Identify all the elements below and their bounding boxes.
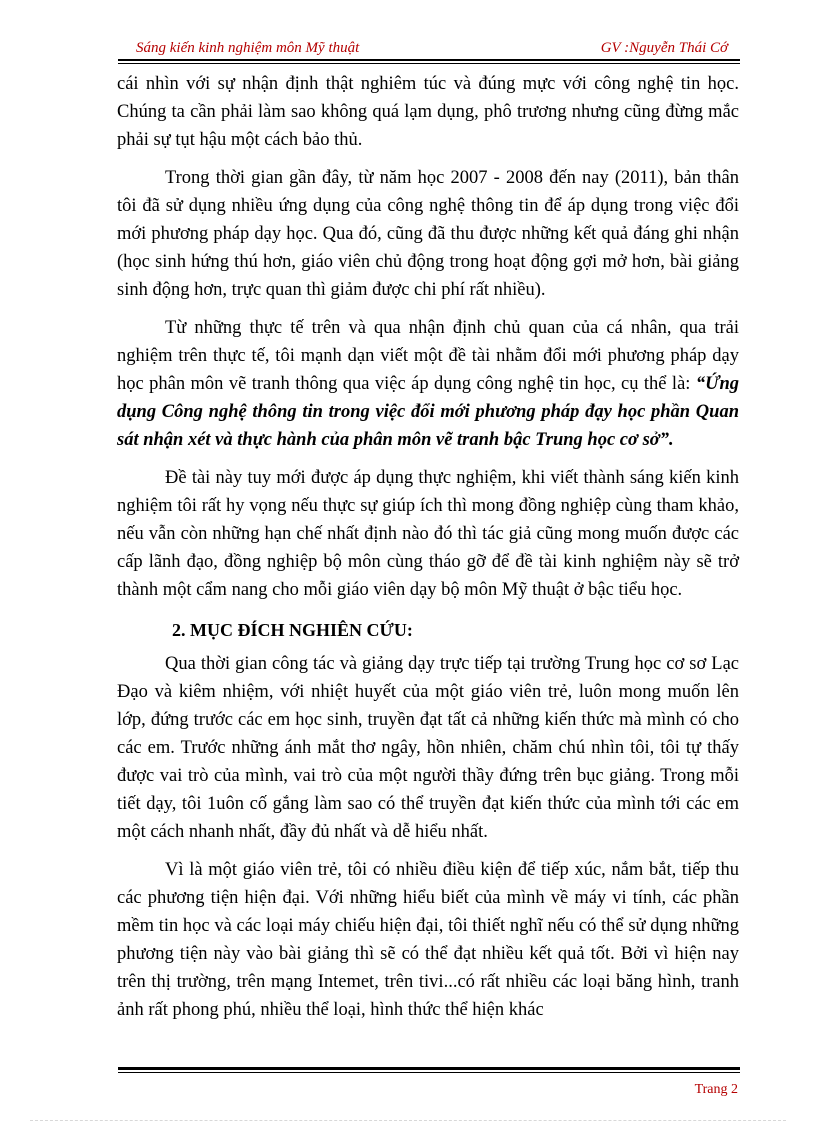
paragraph-topic bbox=[117, 314, 739, 454]
header-title: Sáng kiến kinh nghiệm môn Mỹ thuật bbox=[136, 40, 360, 56]
paragraph-background: Trong thời gian gần đây, từ năm học 2007 - 2008 đến nay (2011), bản thân tôi đã sử dụng nhiều ứng dụng của công nghệ thông tin để áp dụng trong việc đổi mới phương pháp dạy học. Qua đó, cũng đã thu được những kết quả đáng ghi nhận (học sinh hứng thú hơn, giáo viên chủ động trong hoạt động gợi mở hơn, bài giảng sinh động hơn, trực quan thì giảm được chi phí rất nhiều). bbox=[117, 168, 739, 300]
paragraph-young-teacher: Vì là một giáo viên trẻ, tôi có nhiều điều kiện để tiếp xúc, nắm bắt, tiếp thu các phương tiện hiện đại. Với những hiểu biết của mình về máy vi tính, các phần mềm tin học và các loại máy chiếu hiện đại, tôi thiết nghĩ nếu có thể sử dụng những phương tiện này vào bài giảng thì sẽ có thể đạt nhiều kết quả tốt. Bởi vì hiện nay trên thị trường, trên mạng Intemet, trên tivi...có rất nhiều các loại băng hình, tranh ảnh rất phong phú, nhiều thể loại, hình thức thể hiện khác bbox=[117, 860, 739, 1020]
page-bottom-edge bbox=[30, 1120, 786, 1121]
page-header bbox=[118, 36, 738, 58]
paragraph-purpose: Qua thời gian công tác và giảng dạy trực tiếp tại trường Trung học cơ sơ Lạc Đạo và kiêm nhiệm, với nhiệt huyết của một giáo viên trẻ, luôn mong muốn lên lớp, đứng trước các em học sinh, truyền đạt tất cả những kiến thức mà mình có cho các em. Trước những ánh mắt thơ ngây, hồn nhiên, chăm chú nhìn tôi, tôi tự thấy được vai trò của mình, vai trò của một người thầy đứng trên bục giảng. Trong mỗi tiết dạy, tôi 1uôn cố gắng làm sao có thể truyền đạt kiến thức của mình tới các em một cách nhanh nhất, đầy đủ nhất và dễ hiểu nhất. bbox=[117, 654, 739, 842]
topic-intro: Từ những thực tế trên và qua nhận định chủ quan của cá nhân, qua trải nghiệm trên thực tế, tôi mạnh dạn viết một đề tài nhằm đổi mới phương pháp dạy học phân môn vẽ tranh thông qua việc áp dụng công nghệ tin học, cụ thể là: bbox=[117, 318, 739, 394]
topic-title-quote: “Ứng dụng Công nghệ thông tin trong việc đổi mới phương pháp đạy học phần Quan sát nhận xét và thực hành của phân môn vẽ tranh bậc Trung học cơ sở”. bbox=[117, 374, 739, 450]
paragraph-continuation: cái nhìn với sự nhận định thật nghiêm túc và đúng mực với công nghệ tin học. Chúng ta cần phải làm sao không quá lạm dụng, phô trương nhưng cũng đừng mắc phải sự tụt hậu một cách bảo thủ. bbox=[117, 74, 739, 150]
header-divider bbox=[118, 59, 740, 64]
header-author: GV :Nguyễn Thái Cớ bbox=[600, 40, 728, 56]
section-heading: 2. MỤC ĐÍCH NGHIÊN CỨU: bbox=[172, 620, 413, 640]
footer-divider bbox=[118, 1067, 740, 1073]
document-body bbox=[117, 70, 739, 1024]
paragraph-hope: Đề tài này tuy mới được áp dụng thực nghiệm, khi viết thành sáng kiến kinh nghiệm tôi rất hy vọng nếu thực sự giúp ích thì mong đồng nghiệp cùng tham khảo, nếu vẫn còn những hạn chế nhất định nào đó thì tác giả cũng mong muốn được các cấp lãnh đạo, đồng nghiệp bộ môn cùng tháo gỡ để đề tài kinh nghiệm này sẽ trở thành một cẩm nang cho mỗi giáo viên dạy bộ môn Mỹ thuật ở bậc tiểu học. bbox=[117, 468, 739, 600]
page-number: Trang 2 bbox=[694, 1082, 738, 1097]
